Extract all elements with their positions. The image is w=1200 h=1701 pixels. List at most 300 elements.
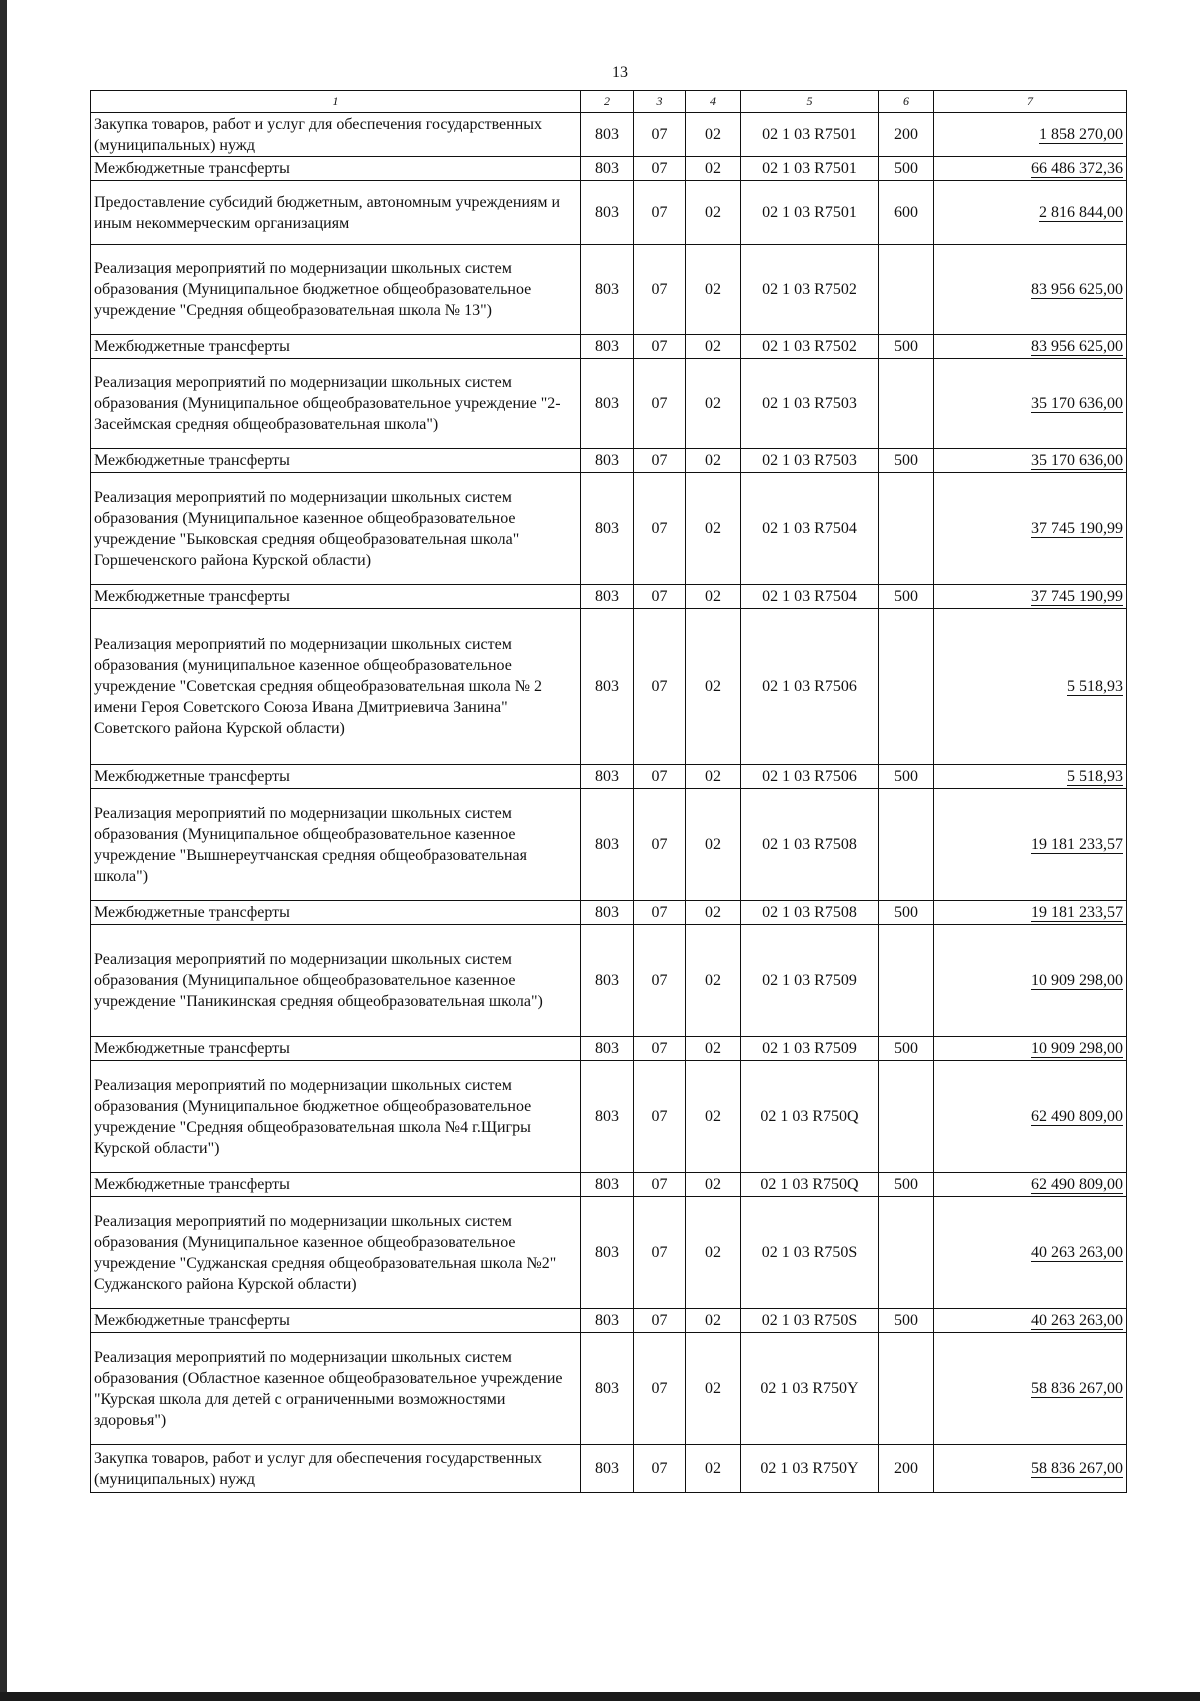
row-target-article: 02 1 03 R7503 <box>762 395 857 412</box>
row-target-article: 02 1 03 R7504 <box>762 520 857 537</box>
row-target-article-cell <box>741 789 879 901</box>
row-amount-cell <box>934 609 1127 765</box>
row-subsection: 02 <box>705 1460 721 1477</box>
row-section-cell <box>634 113 686 157</box>
table-row <box>91 245 1127 335</box>
row-amount-cell <box>934 473 1127 585</box>
row-expense-type-cell <box>879 1061 934 1173</box>
row-section-cell <box>634 473 686 585</box>
row-amount: 40 263 263,00 <box>1031 1312 1123 1329</box>
row-subsection-cell <box>686 925 741 1037</box>
row-expense-type-cell <box>879 765 934 789</box>
row-subsection-cell <box>686 901 741 925</box>
row-target-article: 02 1 03 R750Q <box>760 1176 859 1193</box>
row-name-cell <box>91 901 581 925</box>
row-name: Межбюджетные трансферты <box>94 768 290 785</box>
row-amount: 37 745 190,99 <box>1031 588 1123 605</box>
row-amount-cell <box>934 789 1127 901</box>
row-amount: 83 956 625,00 <box>1031 281 1123 298</box>
row-amount-cell <box>934 1445 1127 1493</box>
row-grbs-cell <box>581 925 634 1037</box>
row-section: 07 <box>651 1460 668 1477</box>
row-target-article-cell <box>741 1333 879 1445</box>
row-target-article: 02 1 03 R7501 <box>762 126 857 143</box>
row-grbs: 803 <box>595 1460 619 1477</box>
row-subsection-cell <box>686 113 741 157</box>
row-grbs: 803 <box>595 126 619 143</box>
table-row <box>91 1445 1127 1493</box>
row-name: Закупка товаров, работ и услуг для обеспечения государственных (муниципальных) нужд <box>94 115 543 154</box>
row-amount-cell <box>934 181 1127 245</box>
row-amount-cell <box>934 1309 1127 1333</box>
row-section: 07 <box>651 338 668 355</box>
row-amount-cell <box>934 1061 1127 1173</box>
row-grbs-cell <box>581 113 634 157</box>
row-target-article: 02 1 03 R7502 <box>762 338 857 355</box>
row-amount-cell <box>934 1333 1127 1445</box>
row-expense-type: 500 <box>894 160 918 177</box>
row-name-cell <box>91 245 581 335</box>
row-grbs: 803 <box>595 1244 619 1261</box>
row-amount: 83 956 625,00 <box>1031 338 1123 355</box>
row-target-article-cell <box>741 157 879 181</box>
row-amount-cell <box>934 585 1127 609</box>
row-amount-cell <box>934 765 1127 789</box>
row-subsection: 02 <box>705 904 721 921</box>
table-row <box>91 359 1127 449</box>
row-section: 07 <box>651 1244 668 1261</box>
row-section: 07 <box>651 204 668 221</box>
row-expense-type: 500 <box>894 904 918 921</box>
row-section-cell <box>634 1173 686 1197</box>
row-expense-type-cell <box>879 609 934 765</box>
table-row <box>91 1037 1127 1061</box>
row-target-article-cell <box>741 765 879 789</box>
table-row <box>91 157 1127 181</box>
row-target-article-cell <box>741 1173 879 1197</box>
row-expense-type-cell <box>879 901 934 925</box>
row-name-cell <box>91 157 581 181</box>
row-grbs: 803 <box>595 395 619 412</box>
row-subsection: 02 <box>705 1040 721 1057</box>
row-subsection-cell <box>686 585 741 609</box>
row-name: Реализация мероприятий по модернизации школьных систем образования (Областное казенное общеобразовательное учреждение "Курская школа для детей с ограниченными возможностями здоровья") <box>94 1348 563 1429</box>
row-section-cell <box>634 449 686 473</box>
row-amount-cell <box>934 335 1127 359</box>
row-subsection: 02 <box>705 338 721 355</box>
row-section: 07 <box>651 904 668 921</box>
row-expense-type-cell <box>879 1309 934 1333</box>
row-name-cell <box>91 1333 581 1445</box>
row-target-article-cell <box>741 1037 879 1061</box>
row-subsection-cell <box>686 1037 741 1061</box>
row-subsection-cell <box>686 1309 741 1333</box>
row-amount: 66 486 372,36 <box>1031 160 1123 177</box>
row-name: Реализация мероприятий по модернизации школьных систем образования (Муниципальное бюджетное общеобразовательное учреждение "Средняя общеобразовательная школа № 13") <box>94 260 532 319</box>
row-section-cell <box>634 1309 686 1333</box>
row-expense-type-cell <box>879 449 934 473</box>
row-section-cell <box>634 925 686 1037</box>
row-expense-type-cell <box>879 585 934 609</box>
row-amount: 1 858 270,00 <box>1039 126 1123 143</box>
row-amount-cell <box>934 245 1127 335</box>
col-header-5: 5 <box>741 91 879 113</box>
row-target-article: 02 1 03 R7502 <box>762 281 857 298</box>
row-section: 07 <box>651 1312 668 1329</box>
row-section-cell <box>634 609 686 765</box>
table-row <box>91 473 1127 585</box>
row-subsection: 02 <box>705 588 721 605</box>
scan-edge-bottom <box>0 1692 1200 1701</box>
row-name: Межбюджетные трансферты <box>94 452 290 469</box>
row-grbs: 803 <box>595 338 619 355</box>
row-section: 07 <box>651 1380 668 1397</box>
row-target-article: 02 1 03 R7509 <box>762 972 857 989</box>
col-header-4: 4 <box>686 91 741 113</box>
row-section: 07 <box>651 836 668 853</box>
row-target-article-cell <box>741 1197 879 1309</box>
row-grbs: 803 <box>595 281 619 298</box>
row-subsection-cell <box>686 789 741 901</box>
row-section-cell <box>634 1197 686 1309</box>
row-name: Реализация мероприятий по модернизации школьных систем образования (Муниципальное общеобразовательное казенное учреждение "Паникинская средняя общеобразовательная школа") <box>94 951 543 1010</box>
row-target-article-cell <box>741 113 879 157</box>
row-grbs-cell <box>581 181 634 245</box>
row-target-article-cell <box>741 585 879 609</box>
table-row <box>91 609 1127 765</box>
row-name-cell <box>91 1173 581 1197</box>
row-subsection-cell <box>686 765 741 789</box>
row-section-cell <box>634 901 686 925</box>
row-amount-cell <box>934 1037 1127 1061</box>
row-grbs: 803 <box>595 1108 619 1125</box>
row-grbs-cell <box>581 335 634 359</box>
row-amount-cell <box>934 901 1127 925</box>
row-name: Межбюджетные трансферты <box>94 338 290 355</box>
row-name: Реализация мероприятий по модернизации школьных систем образования (Муниципальное казенное общеобразовательное учреждение "Быковская средняя общеобразовательная школа" Горшеченского района Курской области) <box>94 488 520 569</box>
row-section-cell <box>634 245 686 335</box>
row-section: 07 <box>651 768 668 785</box>
col-header-1: 1 <box>91 91 581 113</box>
row-subsection: 02 <box>705 281 721 298</box>
row-name: Реализация мероприятий по модернизации школьных систем образования (муниципальное казенное общеобразовательное учреждение "Советская средняя общеобразовательная школа № 2 имени Героя Советского Союза Ивана Дмитриевича Занина" Советского района Курской области) <box>94 636 543 737</box>
row-subsection: 02 <box>705 1312 721 1329</box>
row-grbs: 803 <box>595 160 619 177</box>
col-header-7: 7 <box>934 91 1127 113</box>
row-target-article-cell <box>741 335 879 359</box>
row-section-cell <box>634 1037 686 1061</box>
row-grbs: 803 <box>595 972 619 989</box>
row-name: Предоставление субсидий бюджетным, автономным учреждениям и иным некоммерческим организациям <box>94 193 561 232</box>
row-name: Межбюджетные трансферты <box>94 1176 290 1193</box>
row-name: Межбюджетные трансферты <box>94 1312 290 1329</box>
row-subsection-cell <box>686 1173 741 1197</box>
row-section: 07 <box>651 126 668 143</box>
row-expense-type: 600 <box>894 204 918 221</box>
row-target-article-cell <box>741 609 879 765</box>
row-subsection: 02 <box>705 1244 721 1261</box>
row-target-article: 02 1 03 R7506 <box>762 768 857 785</box>
row-section-cell <box>634 359 686 449</box>
row-subsection: 02 <box>705 160 721 177</box>
row-name-cell <box>91 181 581 245</box>
row-amount: 19 181 233,57 <box>1031 904 1123 921</box>
row-section: 07 <box>651 1108 668 1125</box>
table-row <box>91 1333 1127 1445</box>
row-section: 07 <box>651 1176 668 1193</box>
row-grbs: 803 <box>595 1312 619 1329</box>
row-subsection-cell <box>686 473 741 585</box>
row-expense-type-cell <box>879 113 934 157</box>
row-target-article: 02 1 03 R750Y <box>760 1380 859 1397</box>
row-amount: 5 518,93 <box>1067 768 1123 785</box>
row-target-article-cell <box>741 449 879 473</box>
row-name: Реализация мероприятий по модернизации школьных систем образования (Муниципальное общеобразовательное казенное учреждение "Вышнереутчанская средняя общеобразовательная школа") <box>94 804 527 885</box>
row-target-article-cell <box>741 1309 879 1333</box>
row-grbs-cell <box>581 1309 634 1333</box>
row-subsection-cell <box>686 1061 741 1173</box>
row-name-cell <box>91 1061 581 1173</box>
row-section: 07 <box>651 160 668 177</box>
row-target-article: 02 1 03 R7501 <box>762 160 857 177</box>
row-name: Закупка товаров, работ и услуг для обеспечения государственных (муниципальных) нужд <box>94 1449 543 1488</box>
row-target-article-cell <box>741 473 879 585</box>
row-subsection-cell <box>686 157 741 181</box>
row-subsection: 02 <box>705 126 721 143</box>
row-target-article: 02 1 03 R7503 <box>762 452 857 469</box>
row-section: 07 <box>651 972 668 989</box>
row-grbs-cell <box>581 765 634 789</box>
row-target-article: 02 1 03 R7508 <box>762 836 857 853</box>
row-subsection-cell <box>686 1445 741 1493</box>
table-row <box>91 1309 1127 1333</box>
row-expense-type: 500 <box>894 588 918 605</box>
row-expense-type-cell <box>879 1173 934 1197</box>
row-grbs-cell <box>581 609 634 765</box>
row-section: 07 <box>651 588 668 605</box>
row-expense-type-cell <box>879 789 934 901</box>
row-expense-type: 500 <box>894 768 918 785</box>
row-name-cell <box>91 449 581 473</box>
row-section: 07 <box>651 281 668 298</box>
row-subsection: 02 <box>705 768 721 785</box>
row-name: Реализация мероприятий по модернизации школьных систем образования (Муниципальное казенное общеобразовательное учреждение "Суджанская средняя общеобразовательная школа №2" Суджанского района Курской области) <box>94 1212 557 1293</box>
row-grbs-cell <box>581 473 634 585</box>
row-amount: 58 836 267,00 <box>1031 1460 1123 1477</box>
row-amount: 62 490 809,00 <box>1031 1176 1123 1193</box>
row-amount: 35 170 636,00 <box>1031 395 1123 412</box>
row-grbs-cell <box>581 449 634 473</box>
row-amount-cell <box>934 1197 1127 1309</box>
row-expense-type-cell <box>879 1037 934 1061</box>
table-row <box>91 335 1127 359</box>
budget-table <box>90 90 1127 1493</box>
table-row <box>91 449 1127 473</box>
row-subsection-cell <box>686 359 741 449</box>
row-name-cell <box>91 1197 581 1309</box>
row-amount: 2 816 844,00 <box>1039 204 1123 221</box>
row-grbs-cell <box>581 359 634 449</box>
row-target-article: 02 1 03 R7509 <box>762 1040 857 1057</box>
row-amount: 19 181 233,57 <box>1031 836 1123 853</box>
row-target-article-cell <box>741 1445 879 1493</box>
row-expense-type-cell <box>879 1197 934 1309</box>
row-grbs-cell <box>581 1445 634 1493</box>
row-section: 07 <box>651 678 668 695</box>
row-expense-type-cell <box>879 925 934 1037</box>
row-expense-type: 500 <box>894 1040 918 1057</box>
row-grbs: 803 <box>595 1040 619 1057</box>
row-amount: 62 490 809,00 <box>1031 1108 1123 1125</box>
row-target-article-cell <box>741 359 879 449</box>
row-section: 07 <box>651 520 668 537</box>
row-section-cell <box>634 1445 686 1493</box>
row-section-cell <box>634 1061 686 1173</box>
row-grbs: 803 <box>595 204 619 221</box>
table-row <box>91 585 1127 609</box>
row-amount: 10 909 298,00 <box>1031 972 1123 989</box>
row-subsection: 02 <box>705 520 721 537</box>
row-section-cell <box>634 157 686 181</box>
row-name-cell <box>91 1037 581 1061</box>
row-name-cell <box>91 789 581 901</box>
row-expense-type-cell <box>879 335 934 359</box>
row-subsection-cell <box>686 1333 741 1445</box>
row-grbs-cell <box>581 1173 634 1197</box>
row-target-article-cell <box>741 245 879 335</box>
row-expense-type: 500 <box>894 1312 918 1329</box>
row-target-article-cell <box>741 1061 879 1173</box>
row-section: 07 <box>651 452 668 469</box>
row-name: Межбюджетные трансферты <box>94 160 290 177</box>
scan-edge-left <box>0 0 7 1701</box>
table-row <box>91 925 1127 1037</box>
row-section-cell <box>634 585 686 609</box>
table-row <box>91 789 1127 901</box>
row-amount-cell <box>934 113 1127 157</box>
row-amount-cell <box>934 449 1127 473</box>
row-expense-type: 200 <box>894 126 918 143</box>
row-grbs-cell <box>581 157 634 181</box>
table-row <box>91 765 1127 789</box>
row-name-cell <box>91 765 581 789</box>
row-target-article: 02 1 03 R750Y <box>760 1460 859 1477</box>
row-expense-type: 500 <box>894 338 918 355</box>
row-grbs-cell <box>581 1197 634 1309</box>
row-name: Реализация мероприятий по модернизации школьных систем образования (Муниципальное бюджетное общеобразовательное учреждение "Средняя общеобразовательная школа №4 г.Щигры Курской области") <box>94 1076 532 1157</box>
column-number-row <box>91 91 1127 113</box>
row-target-article: 02 1 03 R7506 <box>762 678 857 695</box>
row-subsection: 02 <box>705 395 721 412</box>
row-grbs: 803 <box>595 836 619 853</box>
row-grbs-cell <box>581 1061 634 1173</box>
row-subsection: 02 <box>705 1380 721 1397</box>
row-expense-type-cell <box>879 1333 934 1445</box>
col-header-3: 3 <box>634 91 686 113</box>
row-subsection-cell <box>686 1197 741 1309</box>
row-target-article: 02 1 03 R7501 <box>762 204 857 221</box>
row-section: 07 <box>651 1040 668 1057</box>
row-expense-type-cell <box>879 1445 934 1493</box>
row-subsection-cell <box>686 609 741 765</box>
row-grbs: 803 <box>595 452 619 469</box>
row-name: Межбюджетные трансферты <box>94 904 290 921</box>
row-grbs-cell <box>581 901 634 925</box>
row-expense-type: 500 <box>894 452 918 469</box>
table-row <box>91 1173 1127 1197</box>
row-grbs: 803 <box>595 1380 619 1397</box>
row-subsection: 02 <box>705 836 721 853</box>
row-name: Реализация мероприятий по модернизации школьных систем образования (Муниципальное общеобразовательное учреждение "2-Засеймская средняя общеобразовательная школа") <box>94 374 561 433</box>
row-name-cell <box>91 1445 581 1493</box>
row-expense-type: 200 <box>894 1460 918 1477</box>
row-amount: 37 745 190,99 <box>1031 520 1123 537</box>
row-subsection-cell <box>686 245 741 335</box>
row-section-cell <box>634 789 686 901</box>
row-subsection-cell <box>686 449 741 473</box>
row-grbs: 803 <box>595 904 619 921</box>
row-target-article-cell <box>741 925 879 1037</box>
row-section-cell <box>634 1333 686 1445</box>
row-section-cell <box>634 181 686 245</box>
row-expense-type-cell <box>879 473 934 585</box>
row-name-cell <box>91 609 581 765</box>
row-expense-type: 500 <box>894 1176 918 1193</box>
row-target-article: 02 1 03 R7504 <box>762 588 857 605</box>
row-grbs: 803 <box>595 768 619 785</box>
row-amount: 5 518,93 <box>1067 678 1123 695</box>
row-section: 07 <box>651 395 668 412</box>
row-amount: 40 263 263,00 <box>1031 1244 1123 1261</box>
row-amount-cell <box>934 925 1127 1037</box>
table-row <box>91 901 1127 925</box>
row-subsection-cell <box>686 181 741 245</box>
row-subsection: 02 <box>705 972 721 989</box>
row-grbs: 803 <box>595 520 619 537</box>
row-name-cell <box>91 585 581 609</box>
row-section-cell <box>634 335 686 359</box>
table-row <box>91 1061 1127 1173</box>
row-name-cell <box>91 113 581 157</box>
row-grbs: 803 <box>595 1176 619 1193</box>
page-number: 13 <box>612 64 628 81</box>
row-expense-type-cell <box>879 245 934 335</box>
row-amount: 10 909 298,00 <box>1031 1040 1123 1057</box>
row-amount: 58 836 267,00 <box>1031 1380 1123 1397</box>
row-grbs-cell <box>581 789 634 901</box>
col-header-2: 2 <box>581 91 634 113</box>
row-subsection: 02 <box>705 1108 721 1125</box>
row-name-cell <box>91 335 581 359</box>
row-amount-cell <box>934 1173 1127 1197</box>
table-row <box>91 113 1127 157</box>
row-expense-type-cell <box>879 181 934 245</box>
table-row <box>91 181 1127 245</box>
row-expense-type-cell <box>879 359 934 449</box>
row-target-article-cell <box>741 181 879 245</box>
row-subsection: 02 <box>705 678 721 695</box>
row-name-cell <box>91 1309 581 1333</box>
row-target-article: 02 1 03 R750S <box>761 1244 858 1261</box>
row-name-cell <box>91 925 581 1037</box>
table-row <box>91 1197 1127 1309</box>
row-grbs-cell <box>581 245 634 335</box>
col-header-6: 6 <box>879 91 934 113</box>
row-grbs-cell <box>581 585 634 609</box>
row-name-cell <box>91 473 581 585</box>
row-subsection: 02 <box>705 452 721 469</box>
row-amount-cell <box>934 157 1127 181</box>
